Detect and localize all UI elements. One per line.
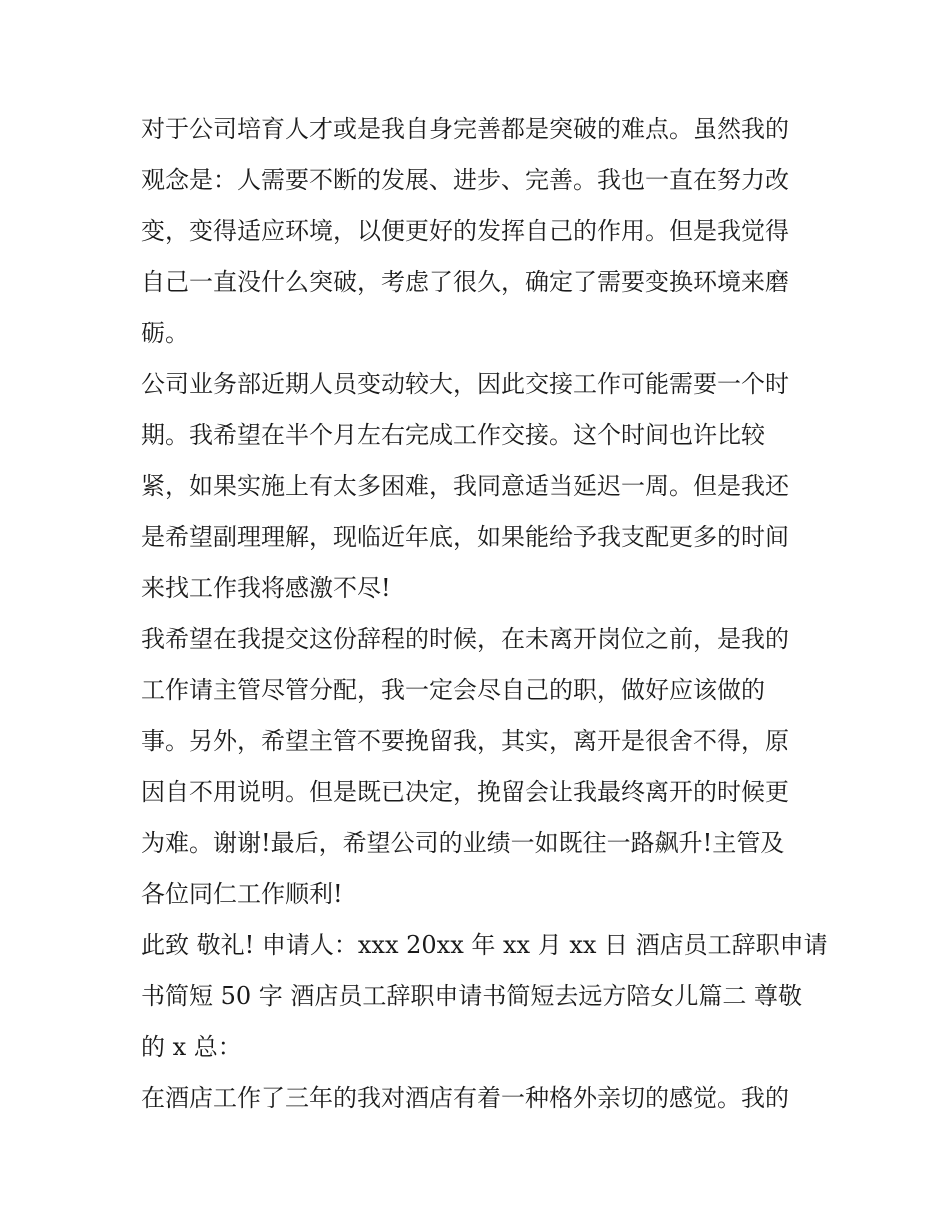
- document-body: [141, 104, 828, 1124]
- text-line: 是希望副理理解，现临近年底，如果能给予我支配更多的时间: [141, 523, 789, 551]
- text-line: 观念是：人需要不断的发展、进步、完善。我也一直在努力改: [141, 166, 789, 194]
- text-line: 的 x 总：: [141, 1033, 242, 1061]
- text-line: 各位同仁工作顺利!: [141, 880, 343, 908]
- text-line: 砺。: [141, 319, 189, 347]
- text-line: 在酒店工作了三年的我对酒店有着一种格外亲切的感觉。我的: [141, 1084, 789, 1112]
- text-line: 自己一直没什么突破，考虑了很久，确定了需要变换环境来磨: [141, 268, 789, 296]
- text-line: 期。我希望在半个月左右完成工作交接。这个时间也许比较: [141, 421, 765, 449]
- text-line: 变，变得适应环境，以便更好的发挥自己的作用。但是我觉得: [141, 217, 789, 245]
- text-line: 此致 敬礼! 申请人：xxx 20xx 年 xx 月 xx 日 酒店员工辞职申请: [141, 931, 828, 959]
- text-line: 紧，如果实施上有太多困难，我同意适当延迟一周。但是我还: [141, 472, 789, 500]
- text-line: 书简短 50 字 酒店员工辞职申请书简短去远方陪女儿篇二 尊敬: [141, 982, 803, 1010]
- text-line: 为难。谢谢!最后，希望公司的业绩一如既往一路飙升!主管及: [141, 829, 785, 857]
- text-line: 因自不用说明。但是既已决定，挽留会让我最终离开的时候更: [141, 778, 789, 806]
- text-line: 我希望在我提交这份辞程的时候，在未离开岗位之前，是我的: [141, 625, 789, 653]
- text-line: 公司业务部近期人员变动较大，因此交接工作可能需要一个时: [141, 370, 789, 398]
- text-line: 对于公司培育人才或是我自身完善都是突破的难点。虽然我的: [141, 115, 789, 143]
- text-line: 工作请主管尽管分配，我一定会尽自己的职，做好应该做的: [141, 676, 765, 704]
- text-line: 来找工作我将感激不尽!: [141, 574, 391, 602]
- text-line: 事。另外，希望主管不要挽留我，其实，离开是很舍不得，原: [141, 727, 789, 755]
